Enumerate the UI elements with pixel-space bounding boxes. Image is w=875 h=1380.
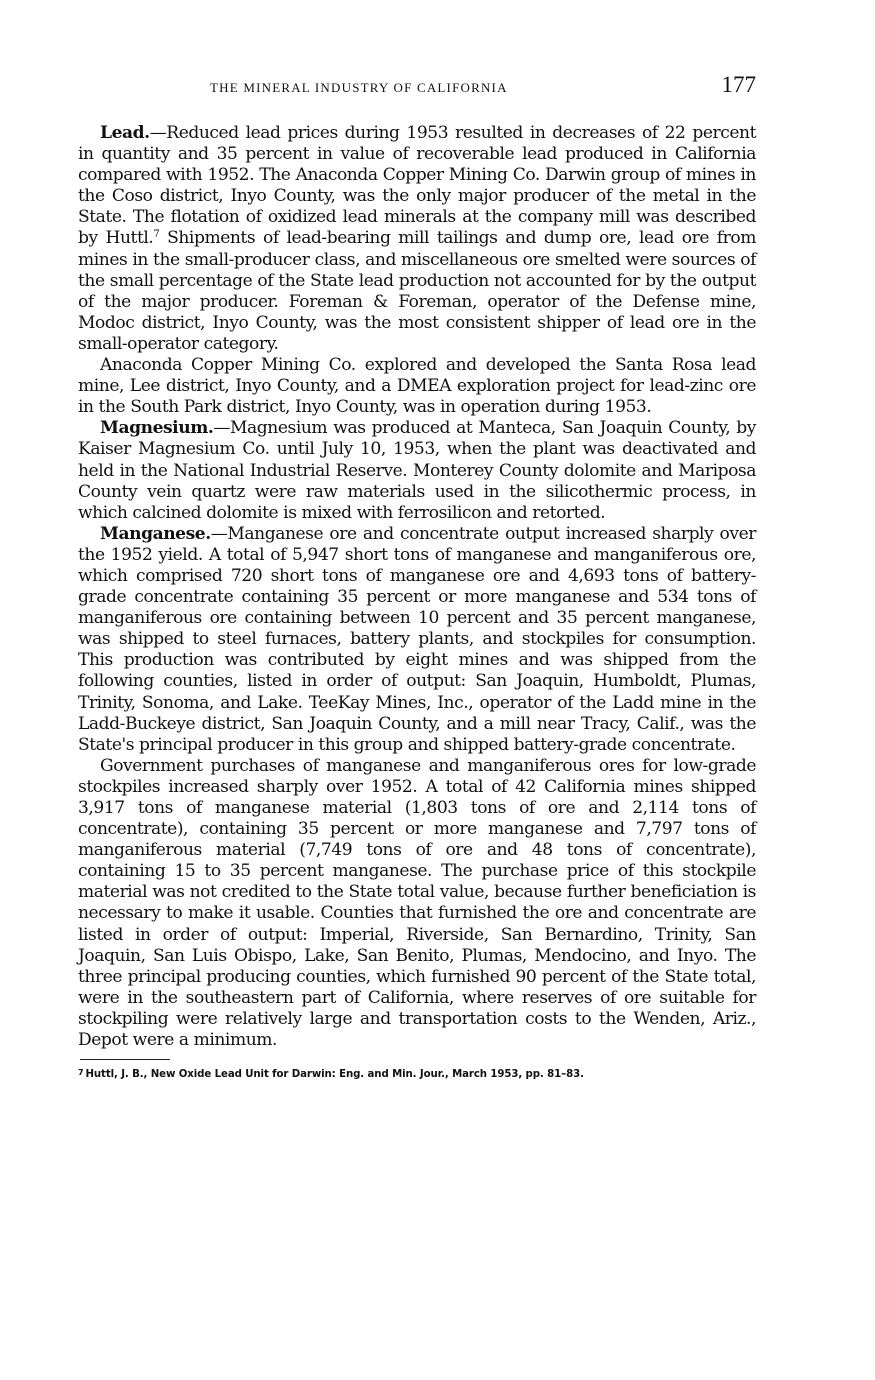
footnote-reference: 7 (153, 229, 160, 241)
paragraph-text: —Magnesium was produced at Manteca, San Joaquin County, by Kaiser Magnesium Co. until July 10, 1953, when the plant was deactivated and held in the National Industrial Reserve. Monterey County dolomite and Mariposa County vein quartz were raw materials used in the silicothermic process, in which calcined dolomite is mixed with ferrosilicon and retorted. (78, 418, 756, 523)
running-header (78, 72, 756, 108)
footnote-divider (80, 1059, 170, 1060)
section-heading-lead: Lead. (100, 123, 150, 143)
paragraph-manganese (78, 524, 756, 756)
paragraph-lead-exploration (78, 355, 756, 418)
section-heading-magnesium: Magnesium. (100, 418, 214, 439)
paragraph-lead (78, 123, 756, 355)
footnote-marker: 7 (78, 1068, 84, 1078)
running-title: THE MINERAL INDUSTRY OF CALIFORNIA (210, 80, 508, 95)
paragraph-text: Anaconda Copper Mining Co. explored and developed the Santa Rosa lead mine, Lee district, Inyo County, and a DMEA exploration project for lead-zinc ore in the South Park district, Inyo County, was in operation during 1953. (78, 355, 756, 418)
footnote (78, 1068, 756, 1080)
paragraph-text: —Manganese ore and concentrate output increased sharply over the 1952 yield. A total of 5,947 short tons of manganese and manganiferous ore, which comprised 720 short tons of manganese ore and 4,693 tons of battery-grade concentrate containing 35 percent or more manganese and 534 tons of manganiferous ore containing between 10 percent and 35 percent manganese, was shipped to steel furnaces, battery plants, and stockpiles for consumption. This production was contributed by eight mines and was shipped from the following counties, listed in order of output: San Joaquin, Humboldt, Plumas, Trinity, Sonoma, and Lake. TeeKay Mines, Inc., operator of the Ladd mine in the Ladd-Buckeye district, San Joaquin County, and a mill near Tracy, Calif., was the State's principal producer in this group and shipped battery-grade concentrate. (78, 523, 756, 755)
paragraph-text-continued: Shipments of lead-bearing mill tailings and dump ore, lead ore from mines in the small-producer class, and miscellaneous ore smelted were sources of the small percentage of the State lead production not accounted for by the output of the major producer. Foreman & Foreman, operator of the Defense mine, Modoc district, Inyo County, was the most consistent shipper of lead ore in the small-operator category. (78, 228, 756, 354)
section-heading-manganese: Manganese. (100, 523, 211, 544)
page-number: 177 (721, 72, 756, 97)
body-text (78, 123, 756, 1051)
footnote-text: Huttl, J. B., New Oxide Lead Unit for Darwin: Eng. and Min. Jour., March 1953, pp. 81–83. (85, 1069, 584, 1081)
paragraph-text: —Reduced lead prices during 1953 resulted in decreases of 22 percent in quantity and 35 percent in value of recoverable lead produced in California compared with 1952. The Anaconda Copper Mining Co. Darwin group of mines in the Coso district, Inyo County, was the only major producer of the metal in the State. The flotation of oxidized lead minerals at the company mill was described by Huttl. (78, 123, 756, 249)
paragraph-magnesium (78, 418, 756, 523)
paragraph-government-purchases (78, 756, 756, 1051)
document-page (78, 72, 756, 1080)
paragraph-text: Government purchases of manganese and manganiferous ores for low-grade stockpiles increased sharply over 1952. A total of 42 California mines shipped 3,917 tons of manganese material (1,803 tons of ore and 2,114 tons of concentrate), containing 35 percent or more manganese and 7,797 tons of manganiferous material (7,749 tons of ore and 48 tons of concentrate), containing 15 to 35 percent manganese. The purchase price of this stockpile material was not credited to the State total value, because further beneficiation is necessary to make it usable. Counties that furnished the ore and concentrate are listed in order of output: Imperial, Riverside, San Bernardino, Trinity, San Joaquin, San Luis Obispo, Lake, San Benito, Plumas, Mendocino, and Inyo. The three principal producing counties, which furnished 90 percent of the State total, were in the southeastern part of California, where reserves of ore suitable for stockpiling were relatively large and transportation costs to the Wenden, Ariz., Depot were a minimum. (78, 755, 756, 1051)
